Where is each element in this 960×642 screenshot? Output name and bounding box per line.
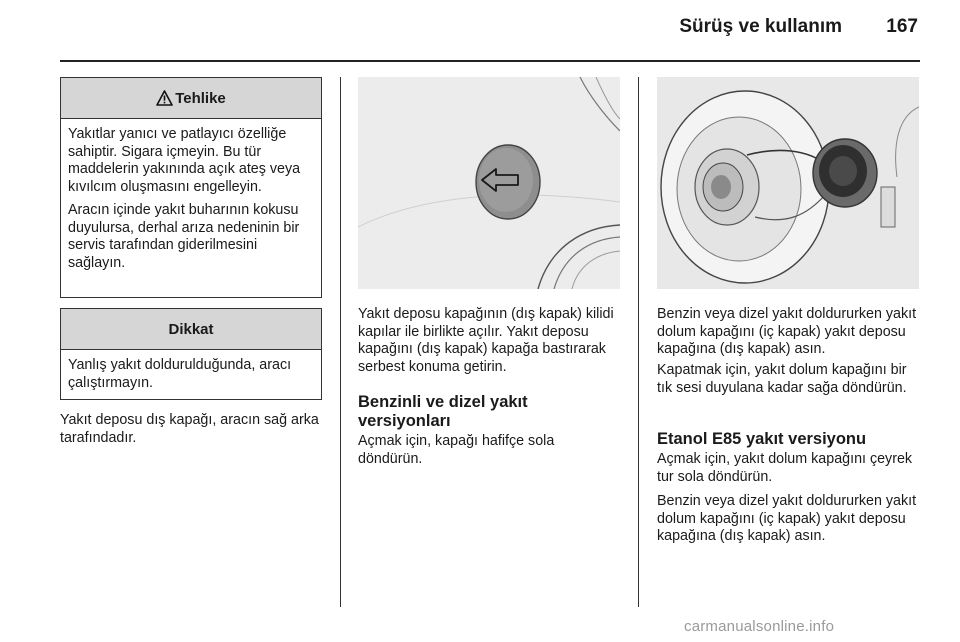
col3-section-heading: Etanol E85 yakıt versiyonu <box>657 430 867 448</box>
danger-paragraph-1: Yakıtlar yanıcı ve patlayıcı özelliğe sahiptir. Sigara içmeyin. Bu tür maddelerin yakınında açık ateş veya kıvılcım oluşmasını engelleyin. <box>68 126 301 195</box>
page-number: 167 <box>886 16 918 37</box>
danger-box-heading <box>61 78 321 119</box>
caution-box-heading <box>61 309 321 350</box>
col3-paragraph-2: Kapatmak için, yakıt dolum kapağını bir tık sesi duyulana kadar sağa döndürün. <box>657 362 907 396</box>
caution-box-body <box>61 350 321 398</box>
col3-paragraph-4: Benzin veya dizel yakıt doldururken yakıt dolum kapağını (iç kapak) yakıt deposu kapağına (dış kapak) asın. <box>657 493 917 544</box>
danger-box <box>60 77 322 298</box>
col3-paragraph-1: Benzin veya dizel yakıt doldururken yakıt dolum kapağını (iç kapak) yakıt deposu kapağına (dış kapak) asın. <box>657 306 917 357</box>
col3-paragraph-3: Açmak için, yakıt dolum kapağını çeyrek tur sola döndürün. <box>657 451 913 485</box>
danger-paragraph-2: Aracın içinde yakıt buharının kokusu duyulursa, derhal arıza nedeninin bir servis tarafından giderilmesini sağlayın. <box>68 202 300 271</box>
col1-paragraph: Yakıt deposu dış kapağı, aracın sağ arka tarafındadır. <box>60 412 319 446</box>
col2-paragraph: Açmak için, kapağı hafifçe sola döndürün. <box>358 433 555 467</box>
col2-intro-paragraph: Yakıt deposu kapağının (dış kapak) kilidi kapılar ile birlikte açılır. Yakıt deposu kapağını (dış kapak) kapağa bastırarak serbest konuma getirin. <box>358 306 614 375</box>
caution-box-heading-text: Dikkat <box>168 320 214 338</box>
fuel-door-drawing-icon <box>358 77 620 289</box>
fuel-cap-illustration <box>657 77 919 289</box>
danger-box-body <box>61 119 321 278</box>
warning-triangle-icon <box>156 90 173 106</box>
column-divider-1 <box>340 77 341 607</box>
danger-box-heading-text: Tehlike <box>175 89 226 107</box>
fuel-cap-drawing-icon <box>657 77 919 289</box>
caution-paragraph-1: Yanlış yakıt doldurulduğunda, aracı çalıştırmayın. <box>68 357 292 391</box>
page-header-title: Sürüş ve kullanım <box>679 16 842 37</box>
column-divider-2 <box>638 77 639 607</box>
col2-section-heading: Benzinli ve dizel yakıt versiyonları <box>358 393 528 430</box>
header-rule <box>60 60 920 62</box>
caution-box <box>60 308 322 400</box>
watermark-text: carmanualsonline.info <box>684 618 835 635</box>
fuel-door-illustration <box>358 77 620 289</box>
